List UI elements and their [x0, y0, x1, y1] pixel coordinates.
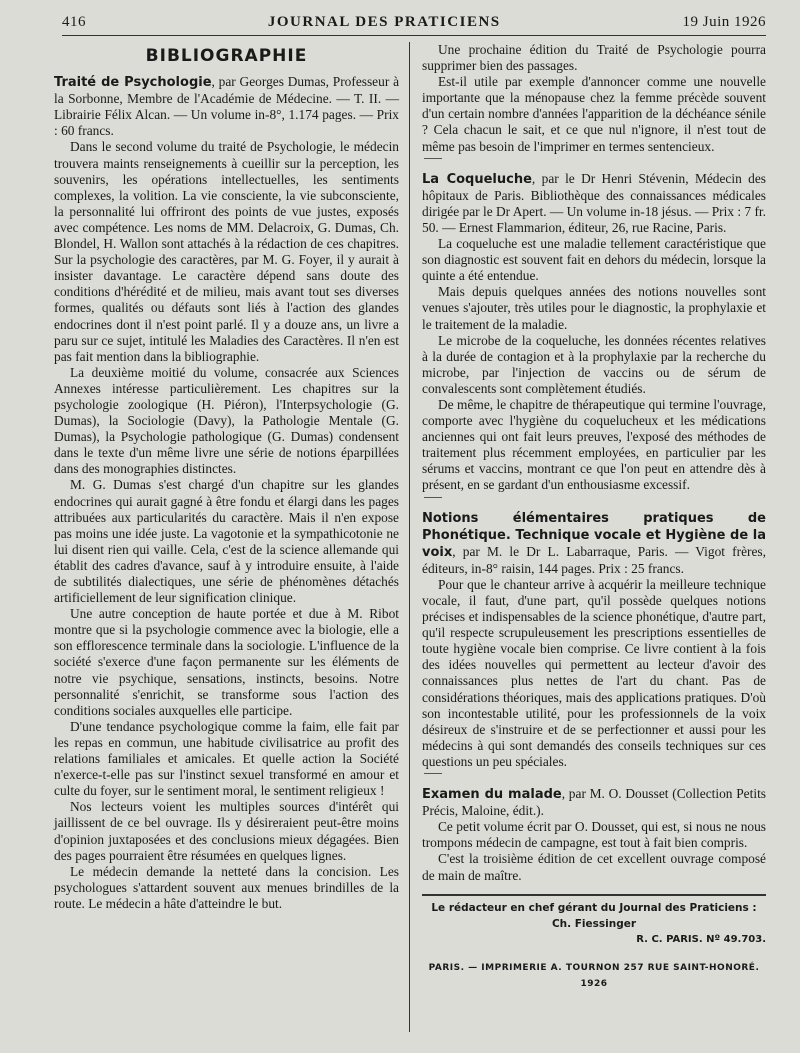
- paragraph: La deuxième moitié du volume, consacrée aux Sciences Annexes intéresse particulièrement. Les chapitres sur la psychologie zoologique (H. Piéron), l'Interpsychologie (G. Dumas), la Sociologie (Davy), la Pathologie Mentale (G. Dumas), la Psychologie pathologique (G. Dumas) condensent dans le texte d'un même livre une série de notions éparpillées dans des monographies distinctes.: [54, 364, 399, 477]
- text-columns: [54, 42, 766, 1032]
- paragraph: De même, le chapitre de thérapeutique qui termine l'ouvrage, comporte avec l'hygiène du coquelucheux et les médications anciennes qui ont fait leurs preuves, l'exposé des méthodes de traitement plus récemment employées, en particulier par les sérums et vaccins, montrant ce que l'on peut en attendre dès à présent, en se gardant d'un enthousiasme excessif.: [422, 396, 766, 493]
- paragraph: C'est la troisième édition de cet excellent ouvrage composé de main de maître.: [422, 851, 766, 883]
- printer-line: PARIS. — IMPRIMERIE A. TOURNON 257 RUE SAINT-HONORÉ. 1926: [428, 962, 760, 989]
- footer-block: [422, 894, 766, 992]
- separator: [422, 494, 766, 502]
- issue-date: 19 Juin 1926: [682, 14, 766, 30]
- paragraph: Nos lecteurs voient les multiples sources d'intérêt qui jaillissent de ce bel ouvrage. Ils y désireraient peut-être moins d'opinion juxtaposées et des conclusions mieux dégagées. Bien des pages pourraient être résumées en quelques lignes.: [54, 799, 399, 863]
- book-title: Traité de Psychologie: [54, 75, 212, 91]
- paragraph: Mais depuis quelques années des notions nouvelles sont venues s'ajouter, très utiles pour le diagnostic, la prophylaxie et le traitement de la maladie.: [422, 284, 766, 332]
- book-title: Examen du malade: [422, 787, 562, 803]
- paragraph: Est-il utile par exemple d'annoncer comme une nouvelle importante que la ménopause chez la femme précède souvent d'un certain nombre d'années l'apparition de la déchéance sénile ? Cela chacun le sait, et ce que nul n'ignore, il n'est tout de même pas besoin de l'imprimer en termes sentencieux.: [422, 74, 766, 154]
- journal-title: JOURNAL DES PRATICIENS: [267, 14, 501, 30]
- paragraph: Une autre conception de haute portée et due à M. Ribot montre que si la psychologie commence avec la biologie, elle a son efflorescence terminale dans la sociologie. L'influence de la société s'exerce d'une façon permanente sur les éléments de notre vie psychique, sensations, instincts, besoins. Notre personnalité s'enrichit, se transforme sous l'action des conditions sociales auxquelles elle participe.: [54, 606, 399, 718]
- entry-heading: [422, 510, 766, 577]
- left-column: [54, 42, 409, 1032]
- registry-line: R. C. PARIS. Nº 49.703.: [636, 933, 766, 945]
- paragraph: M. G. Dumas s'est chargé d'un chapitre sur les glandes endocrines qui aurait gagné à être fondu et élargi dans les pages attribuées aux particularités du caractère. Mais il n'en expose pas moins une idée juste. La vagotonie et la sympathicotonie ne lui disent rien qui vaille. Cela, c'est de la science allemande qui établit des cadres d'avance, sauf à y introduire ensuite, à l'aide de subtilités dialectiques, une série de phénomènes détachés artificiellement de leur signification clinique.: [54, 477, 399, 606]
- separator: [422, 155, 766, 163]
- paragraph: D'une tendance psychologique comme la faim, elle fait par les repas en commun, une habitude civilisatrice au profit des relations familiales et amicales. Et quelle action la Société n'exerce-t-elle pas sur l'instinct sexuel transformé en amour et culte du foyer, sur le sentiment moral, le sentiment religieux !: [54, 718, 399, 799]
- book-title: Notions élémentaires pratiques de Phonétique. Technique vocale et Hygiène de la voix: [422, 510, 766, 560]
- page-number: 416: [62, 14, 86, 30]
- entry-heading: [54, 74, 399, 139]
- paragraph: Le microbe de la coqueluche, les données récentes relatives à la durée de contagion et à la prophylaxie par la recherche du microbe, par l'injection de vaccins ou de sérum de convalescents sont complètement étudiés.: [422, 332, 766, 396]
- paragraph: Pour que le chanteur arrive à acquérir la meilleure technique vocale, il faut, d'une part, qu'il possède quelques notions précises et indispensables de la science phonétique, d'autre part, qu'il respecte scrupuleusement les prescriptions essentielles de toute hygiène vocale bien comprise. Ce livre contient à la fois des idées nouvelles qui permettent au lecteur d'avoir des connaissances plus nettes de l'art du chant. Pas de considérations théoriques, mais des applications pratiques. D'où son incontestable utilité, pour les professionnels de la voix désireux de s'instruire et de se perfectionner et aussi pour les médecins à qui sont demandés des conseils techniques sur ces questions un peu spéciales.: [422, 576, 766, 769]
- book-meta: , par le Dr Henri Stévenin, Médecin des hôpitaux de Paris. Bibliothèque des connaissances médicales dirigée par le Dr Apert. — Un volume in-18 jésus. — Prix : 7 fr. 50. — Ernest Flammarion, éditeur, 26, rue Racine, Paris.: [422, 170, 767, 235]
- paragraph: Une prochaine édition du Traité de Psychologie pourra supprimer bien des passages.: [422, 42, 766, 74]
- section-title: BIBLIOGRAPHIE: [145, 46, 308, 66]
- paragraph: Dans le second volume du traité de Psychologie, le médecin trouvera maints renseignements à cueillir sur la perception, les souvenirs, les opérations intellectuelles, les sentiments complexes, la volition. La vie consciente, la vie subconsciente, la personnalité lui offriront des points de vue justes, exposés avec compétence. Les noms de MM. Delacroix, G. Dumas, Ch. Blondel, H. Wallon sont attachés à la rédaction de ces chapitres. Sur la psychologie des caractères, par M. G. Foyer, il y aurait à insister davantage. Le caractère dépend sans doute des conditions d'hérédité et de milieu, mais avant tout ses diverses formes, qualités ou défauts sont liés à l'action des glandes endocrines dont il n'est point parlé. Il y a douze ans, un livre a paru sur ce sujet, intitulé les Maladies des Caractères. Il n'en est pas fait mention dans la bibliographie.: [54, 139, 399, 364]
- entry-heading: [422, 171, 766, 236]
- editor-line: Le rédacteur en chef gérant du Journal des Praticiens : Ch. Fiessinger: [431, 901, 757, 930]
- book-meta: , par Georges Dumas, Professeur à la Sorbonne, Membre de l'Académie de Médecine. — T. II. — Librairie Félix Alcan. — Un volume in-8°, 1.174 pages. — Prix : 60 francs.: [54, 74, 400, 139]
- book-meta: , par M. O. Dousset (Collection Petits Précis, Maloine, édit.).: [422, 786, 766, 819]
- page-header: [62, 14, 766, 36]
- paragraph: Ce petit volume écrit par O. Dousset, qui est, si nous ne nous trompons médecin de campagne, est tout à fait bien compris.: [422, 819, 766, 851]
- book-meta: , par M. le Dr L. Labarraque, Paris. — Vigot frères, éditeurs, in-8° raisin, 144 pages. Prix : 25 francs.: [422, 543, 766, 576]
- paragraph: La coqueluche est une maladie tellement caractéristique que son diagnostic est souvent fait en dehors du médecin, lorsque la quinte a été entendue.: [422, 236, 766, 284]
- entry-heading: [422, 786, 766, 819]
- separator: [422, 770, 766, 778]
- paragraph: Le médecin demande la netteté dans la concision. Les psychologues s'attardent souvent aux menues brindilles de la route. Le médecin a hâte d'atteindre le but.: [54, 863, 399, 911]
- book-title: La Coqueluche: [422, 171, 532, 187]
- right-column: [409, 42, 766, 1032]
